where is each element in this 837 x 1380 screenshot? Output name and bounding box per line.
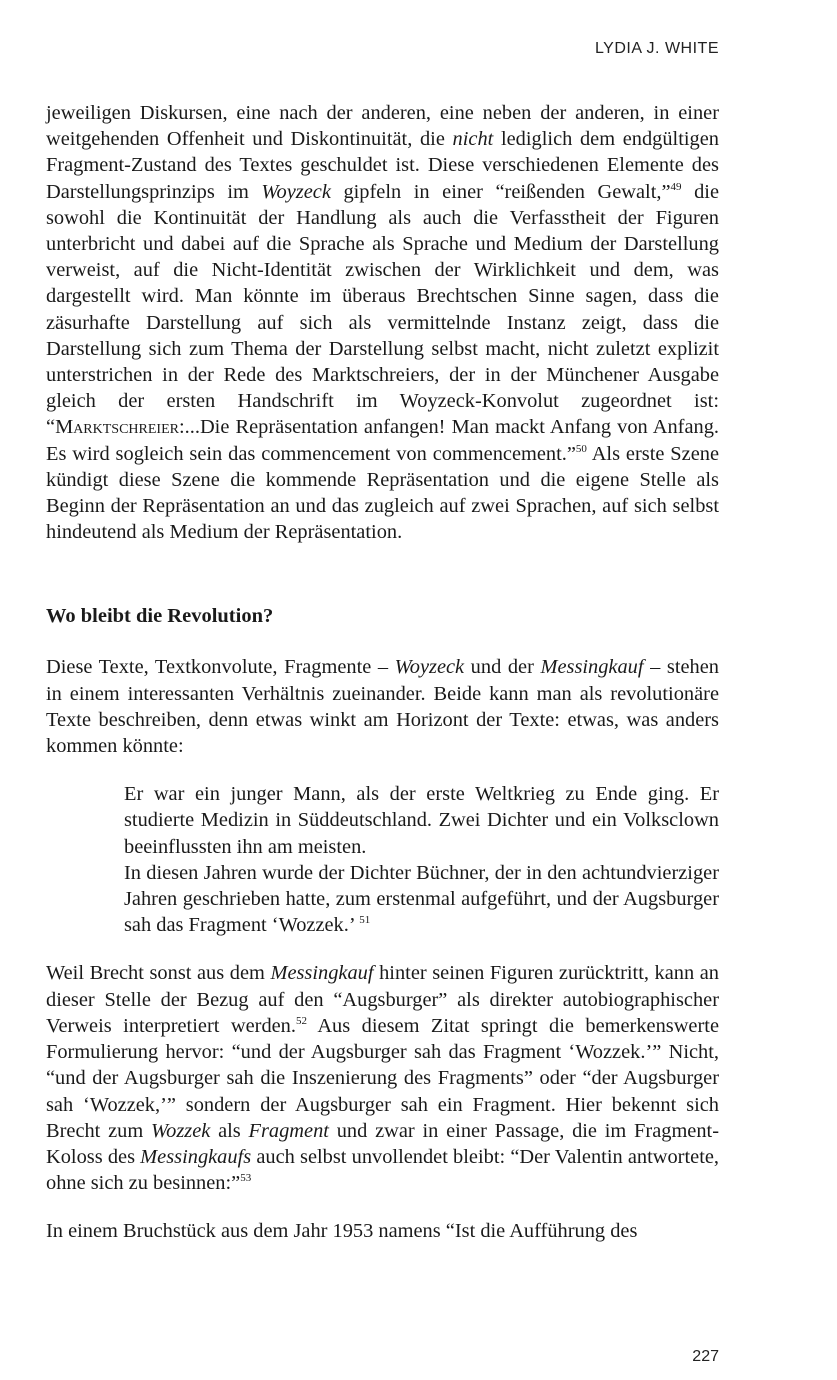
running-head: LYDIA J. WHITE — [594, 40, 719, 57]
italic-span: Messingkauf — [540, 656, 644, 679]
text-span: In diesen Jahren wurde der Dichter Büchner, der in den achtundvierziger Jahren geschrieben hatte, zum erstenmal aufgeführt, und der Augsburger sah das Fragment ‘Wozzek.’ — [124, 861, 719, 937]
footnote-ref-52: 52 — [295, 1014, 307, 1027]
text-span: die sowohl die Kontinuität der Handlung als auch die Verfasstheit der Figuren unterbricht und dabei auf die Sprache als Sprache und Medium der Darstellung verweist, auf die Nicht-Identität zwischen der Wirklichkeit und dem, was dargestellt wird. Man könnte im überaus Brechtschen Sinne sagen, dass die zäsurhafte Darstellung auf sich als vermittelnde Instanz zeigt, dass die Darstellung sich zum Thema der Darstellung selbst macht, nicht zuletzt explizit unterstrichen in der Rede des Marktschreiers, der in der Münchener Ausgabe gleich der ersten Handschrift im Woyzeck-Konvolut zugeordnet ist: “ — [46, 180, 720, 439]
paragraph-4 — [46, 1218, 719, 1244]
italic-span: Messingkaufs — [140, 1145, 252, 1168]
paragraph-1 — [46, 100, 719, 545]
text-span: Als erste Szene kündigt diese Szene die kommende Repräsentation und die eigene Stelle als Beginn der Repräsentation an und das zugleich auf zwei Sprachen, auf sich selbst hindeutend als Medium der Repräsentation. — [46, 442, 719, 544]
italic-span: Fragment — [248, 1119, 329, 1142]
page-number: 227 — [692, 1348, 719, 1365]
italic-span: Wozzek — [151, 1119, 211, 1142]
section-heading: Wo bleibt die Revolution? — [46, 605, 274, 628]
text-span: Diese Texte, Textkonvolute, Fragmente – — [46, 656, 395, 679]
text-span: Weil Brecht sonst aus dem — [46, 962, 271, 985]
footnote-ref-50: 50 — [575, 442, 587, 455]
paragraph-2 — [46, 654, 719, 759]
italic-span: Woyzeck — [261, 180, 331, 203]
smallcaps-span: Marktschreier — [55, 416, 179, 439]
text-span: In einem Bruchstück aus dem Jahr 1953 namens “Ist die Aufführung des — [46, 1220, 638, 1243]
italic-span: Messingkauf — [270, 962, 374, 985]
text-span: gipfeln in einer “reißenden Gewalt,” — [330, 180, 671, 203]
text-span: hinter seinen Figuren zurücktritt, kann an dieser Stelle der Bezug auf den “Augsburger” als direkter autobiographischer Verweis interpretiert werden. — [46, 962, 719, 1037]
quote-line-1: Er war ein junger Mann, als der erste Weltkrieg zu Ende ging. Er studierte Medizin in Süddeutschland. Zwei Dichter und ein Volksclown beeinflussten ihn am meisten. — [124, 783, 719, 858]
paragraph-3 — [46, 960, 719, 1196]
text-span: auch selbst unvollendet bleibt: “Der Valentin antwortete, ohne sich zu besinnen:” — [46, 1145, 720, 1195]
italic-span: Woyzeck — [394, 656, 465, 679]
paragraph-gap — [46, 1196, 719, 1218]
quote-line-2 — [124, 860, 719, 939]
page-body — [46, 100, 719, 1245]
footnote-ref-49: 49 — [670, 180, 682, 193]
italic-span: nicht — [452, 128, 494, 151]
text-span: als — [210, 1119, 249, 1142]
text-span: lediglich dem endgültigen Fragment-Zustand des Textes geschuldet ist. Diese verschiedenen Elemente des Darstellungsprinzips im — [46, 128, 719, 203]
text-span: :...Die Repräsentation anfangen! Man mackt Anfang von Anfang. Es wird sogleich sein das commencement von commencement.” — [46, 416, 719, 465]
footnote-ref-51: 51 — [359, 914, 371, 927]
block-quote — [124, 781, 719, 938]
text-span: und zwar in einer Passage, die im Fragment-Koloss des — [46, 1119, 719, 1168]
text-span: Aus diesem Zitat springt die bemerkenswerte Formulierung hervor: “und der Augsburger sah das Fragment ‘Wozzek.’” Nicht, “und der Augsburger sah die Inszenierung des Fragments” oder “der Augsburger sah ‘Wozzek,’” sondern der Augsburger sah ein Fragment. Hier bekennt sich Brecht zum — [46, 1014, 719, 1142]
text-span: jeweiligen Diskursen, eine nach der anderen, eine neben der anderen, in einer weitgehenden Offenheit und Diskontinuität, die — [46, 102, 719, 151]
text-span: – stehen in einem interessanten Verhältnis zueinander. Beide kann man als revolutionäre Texte beschreiben, denn etwas winkt am Horizont der Texte: etwas, was anders kommen könnte: — [46, 656, 719, 758]
text-span: und der — [464, 656, 541, 679]
footnote-ref-53: 53 — [240, 1172, 252, 1185]
